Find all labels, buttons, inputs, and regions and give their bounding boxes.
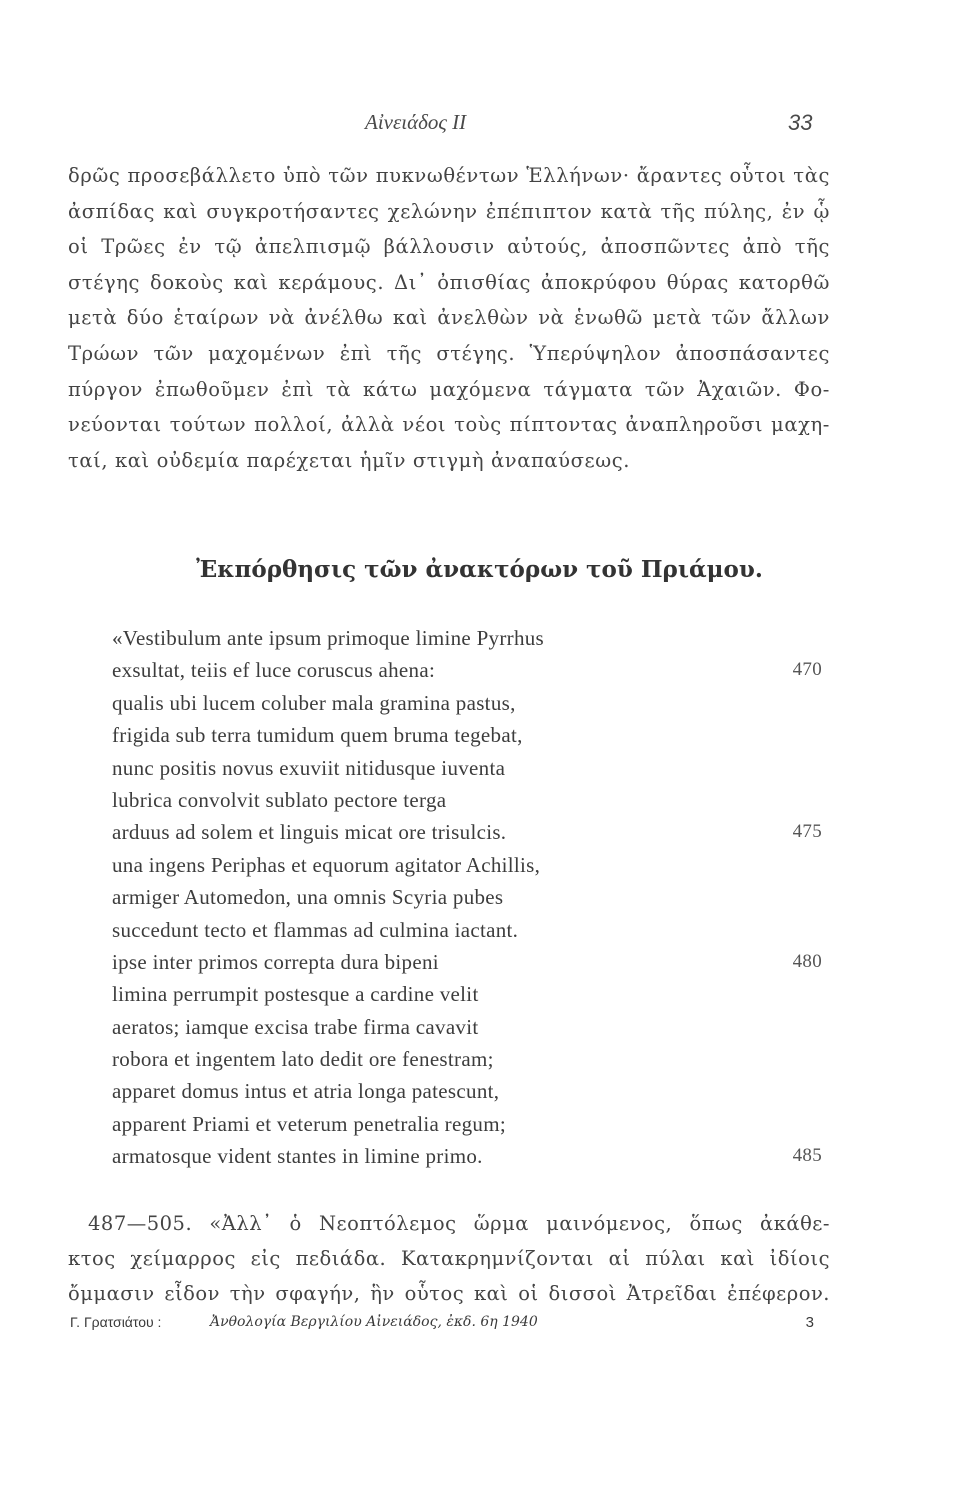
prose-line: ἀσπίδας καὶ συγκροτήσαντες χελώνην ἐπέπιπτον κατὰ τῆς πύλης, ἐν ᾧ: [68, 199, 830, 223]
footer-work-title: Ἀνθολογία Βεργιλίου Αἰνειάδος, ἐκδ. 6η 1940: [210, 1314, 538, 1330]
verse-line: [112, 914, 830, 946]
prose-line: δρῶς προσεβάλλετο ὑπὸ τῶν πυκνωθέντων Ἑλλήνων· ἄραντες οὗτοι τὰς: [68, 164, 830, 187]
verse-line: [112, 946, 830, 978]
prose-line: νεύονται τούτων πολλοί, ἀλλὰ νέοι τοὺς πίπτοντας ἀναπληροῦσι μαχη-: [68, 413, 830, 437]
prose-line: ταί, καὶ οὐδεμία παρέχεται ἡμῖν στιγμὴ ἀναπαύσεως.: [68, 448, 631, 472]
verse-line: [112, 1075, 830, 1107]
prose-line: Τρώων τῶν μαχομένων ἐπὶ τῆς στέγης. Ὑπερύψηλον ἀποσπάσαντες: [68, 341, 830, 365]
prose-line: μετὰ δύο ἑταίρων νὰ ἀνέλθω καὶ ἀνελθὼν νὰ ἑνωθῶ μετὰ τῶν ἄλλων: [68, 306, 830, 330]
summary-line: κτος χείμαρρος εἰς πεδιάδα. Κατακρημνίζονται αἱ πύλαι καὶ ἰδίοις: [68, 1247, 830, 1270]
verse-line: [112, 849, 830, 881]
verse-line: [112, 1108, 830, 1140]
line-number: 480: [792, 950, 822, 972]
prose-line: οἱ Τρῶες ἐν τῷ ἀπελπισμῷ βάλλουσιν αὐτούς, ἀποσπῶντες ἀπὸ τῆς: [68, 235, 830, 259]
footer-author: Γ. Γρατσιάτου :: [70, 1314, 162, 1330]
verse-line: [112, 622, 830, 654]
verse-text: armiger Automedon, una omnis Scyria pubes: [112, 885, 504, 910]
signature-mark: 3: [805, 1314, 814, 1331]
verse-line: [112, 881, 830, 913]
summary-line: 487—505. «Ἀλλ᾽ ὁ Νεοπτόλεμος ὥρμα μαινόμενος, ὅπως ἀκάθε-: [88, 1212, 830, 1235]
verse-text: apparent Priami et veterum penetralia regum;: [112, 1111, 506, 1136]
verse-text: succedunt tecto et flammas ad culmina iactant.: [112, 917, 519, 942]
line-number: 470: [792, 659, 822, 681]
verse-text: frigida sub terra tumidum quem bruma tegebat,: [112, 723, 523, 748]
verse-line: [112, 1140, 830, 1172]
verse-line: [112, 654, 830, 686]
verse-text: ipse inter primos correpta dura bipeni: [112, 949, 439, 974]
greek-prose-paragraph: [68, 158, 830, 478]
running-title: Αἰνειάδος ΙΙ: [365, 110, 467, 134]
verse-text: armatosque vident stantes in limine primo.: [112, 1144, 483, 1169]
verse-text: una ingens Periphas et equorum agitator Achillis,: [112, 852, 541, 877]
line-number: 475: [792, 821, 822, 843]
verse-text: qualis ubi lucem coluber mala gramina pastus,: [112, 690, 516, 715]
page-number: 33: [788, 110, 813, 135]
verse-line: [112, 816, 830, 848]
latin-verse-block: [112, 622, 830, 1173]
section-heading: Ἐκπόρθησις τῶν ἀνακτόρων τοῦ Πριάμου.: [196, 556, 763, 583]
summary-line: ὄμμασιν εἶδον τὴν σφαγήν, ἣν οὗτος καὶ οἱ δισσοὶ Ἀτρεῖδαι ἐπέφερον.: [68, 1282, 830, 1305]
summary-paragraph: [68, 1206, 830, 1311]
verse-line: [112, 1011, 830, 1043]
prose-line: πύργον ἐπωθοῦμεν ἐπὶ τὰ κάτω μαχόμενα τάγματα τῶν Ἀχαιῶν. Φο-: [68, 377, 830, 401]
verse-text: lubrica convolvit sublato pectore terga: [112, 787, 447, 812]
prose-line: στέγης δοκοὺς καὶ κεράμους. Δι᾽ ὀπισθίας ἀποκρύφου θύρας κατορθῶ: [68, 270, 830, 294]
verse-text: apparet domus intus et atria longa patescunt,: [112, 1079, 500, 1104]
verse-text: arduus ad solem et linguis micat ore trisulcis.: [112, 820, 507, 845]
verse-text: aeratos; iamque excisa trabe firma cavavit: [112, 1014, 479, 1039]
line-number: 485: [792, 1145, 822, 1167]
verse-text: limina perrumpit postesque a cardine velit: [112, 982, 479, 1007]
verse-line: [112, 752, 830, 784]
verse-text: nunc positis novus exuviit nitidusque iuventa: [112, 755, 506, 780]
verse-line: [112, 784, 830, 816]
verse-line: [112, 719, 830, 751]
verse-line: [112, 1043, 830, 1075]
verse-text: robora et ingentem lato dedit ore fenestram;: [112, 1047, 494, 1072]
verse-text: exsultat, teiis ef luce coruscus ahena:: [112, 658, 436, 683]
verse-text: «Vestibulum ante ipsum primoque limine Pyrrhus: [112, 626, 545, 650]
verse-line: [112, 978, 830, 1010]
verse-line: [112, 687, 830, 719]
footer-imprint: [70, 1314, 830, 1338]
